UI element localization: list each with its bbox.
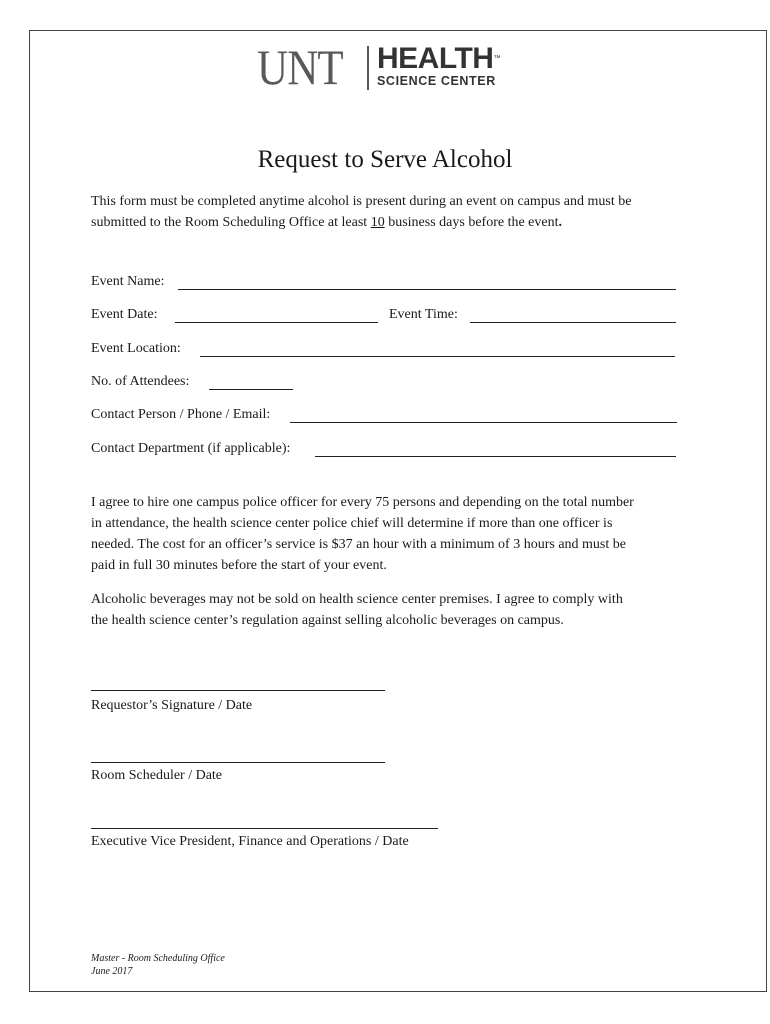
intro-line-1: This form must be completed anytime alcohol is present during an event on campus and must be [91, 194, 632, 209]
logo-trademark: ™ [493, 55, 500, 62]
event-date-field[interactable] [175, 322, 378, 323]
beverages-line-1: Alcoholic beverages may not be sold on health science center premises. I agree to comply with [91, 592, 623, 607]
agreement-line-3: needed. The cost for an officer’s service is $37 an hour with a minimum of 3 hours and must be [91, 537, 626, 552]
event-location-field[interactable] [200, 356, 675, 357]
agreement-line-1: I agree to hire one campus police officer for every 75 persons and depending on the total number [91, 495, 634, 510]
attendees-label: No. of Attendees: [91, 374, 190, 389]
intro-line-2: submitted to the Room Scheduling Office at least 10 business days before the event. [91, 215, 562, 230]
event-location-label: Event Location: [91, 341, 181, 356]
event-time-label: Event Time: [389, 307, 458, 322]
room-scheduler-label: Room Scheduler / Date [91, 768, 223, 783]
page-title: Request to Serve Alcohol [257, 146, 513, 173]
contact-person-label: Contact Person / Phone / Email: [91, 407, 271, 422]
agreement-line-4: paid in full 30 minutes before the start of your event. [91, 558, 387, 573]
event-time-field[interactable] [470, 322, 676, 323]
evp-signature-line[interactable] [91, 828, 438, 829]
attendees-field[interactable] [209, 389, 293, 390]
footer-office: Master - Room Scheduling Office [91, 953, 225, 964]
agreement-line-2: in attendance, the health science center police chief will determine if more than one officer is [91, 516, 613, 531]
logo-divider [367, 46, 369, 90]
unt-health-logo [257, 39, 500, 95]
event-name-label: Event Name: [91, 274, 165, 289]
room-scheduler-signature-line[interactable] [91, 762, 385, 763]
event-name-field[interactable] [178, 289, 676, 290]
logo-science-center-text: SCIENCE CENTER [377, 74, 496, 88]
footer-date: June 2017 [91, 966, 133, 977]
beverages-line-2: the health science center’s regulation against selling alcoholic beverages on campus. [91, 613, 564, 628]
contact-department-field[interactable] [315, 456, 676, 457]
logo-right-block [377, 44, 500, 90]
contact-department-label: Contact Department (if applicable): [91, 441, 291, 456]
business-days-count: 10 [370, 215, 385, 230]
evp-signature-label: Executive Vice President, Finance and Operations / Date [91, 834, 409, 849]
requestor-signature-label: Requestor’s Signature / Date [91, 698, 253, 713]
contact-person-field[interactable] [290, 422, 677, 423]
logo-unt-text: UNT [257, 39, 343, 95]
requestor-signature-line[interactable] [91, 690, 385, 691]
logo-health-text: HEALTH [377, 42, 494, 75]
event-date-label: Event Date: [91, 307, 158, 322]
